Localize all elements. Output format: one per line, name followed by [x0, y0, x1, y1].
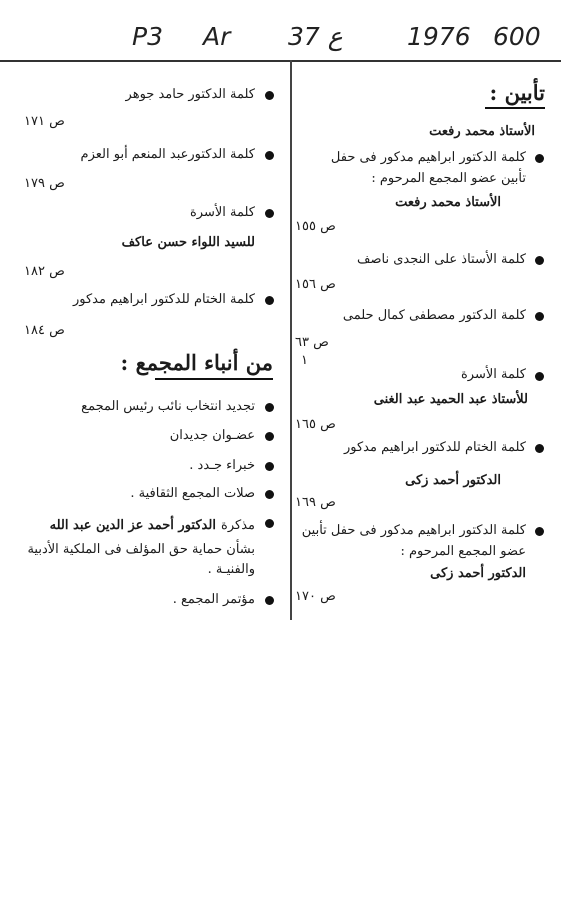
bullet-icon — [265, 209, 274, 218]
bullet-icon — [265, 490, 274, 499]
entry-page-ref: ص ١٧١ — [24, 114, 65, 129]
entry-name: الأستاذ محمد رفعت — [395, 195, 501, 210]
bullet-icon — [265, 519, 274, 528]
bullet-icon — [265, 462, 274, 471]
entry-text: كلمة الأسرة — [460, 367, 526, 382]
bullet-icon — [535, 527, 544, 536]
entry-text: كلمة الدكتور ابراهيم مدكور فى حفل — [330, 150, 526, 165]
memo-text: بشأن حماية حق المؤلف فى الملكية الأدبية — [27, 542, 255, 557]
bullet-icon — [535, 372, 544, 381]
bullet-icon — [265, 151, 274, 160]
entry-page-ref: ص ١٧٠ — [295, 589, 336, 604]
section-heading-news: من أنباء المجمع : — [120, 350, 273, 375]
header-rule — [0, 60, 561, 62]
page-number: 600 — [493, 22, 541, 51]
entry-text: كلمة الأسرة — [189, 205, 255, 220]
memo-prefix: مذكرة — [221, 518, 255, 533]
bullet-icon — [265, 432, 274, 441]
entry-page-ref: ص ١٨٤ — [24, 323, 65, 338]
eulogy-subject-name: الأستاذ محمد رفعت — [429, 124, 535, 139]
entry-page-ref: ص ١٥٦ — [295, 277, 336, 292]
issue-number: 37 ع — [288, 22, 343, 51]
entry-text: كلمة الدكتورعبد المنعم أبو العزم — [80, 147, 255, 162]
year: 1976 — [407, 22, 471, 51]
memo-line — [50, 516, 255, 532]
entry-page-ref: ص ١٥٥ — [295, 219, 336, 234]
entry-text: كلمة الختام للدكتور ابراهيم مدكور — [72, 292, 255, 307]
bullet-icon — [535, 256, 544, 265]
entry-page-ref: ص ١٧٩ — [24, 176, 65, 191]
heading-underline — [155, 378, 273, 380]
bullet-icon — [265, 91, 274, 100]
entry-page-ref: ١ — [301, 353, 308, 368]
bullet-icon — [535, 312, 544, 321]
entry-text: تأبين عضو المجمع المرحوم : — [371, 171, 526, 186]
news-item: تجديد انتخاب نائب رئيس المجمع — [81, 399, 255, 414]
bullet-icon — [535, 154, 544, 163]
news-item: عضـوان جديدان — [169, 428, 255, 443]
bullet-icon — [265, 403, 274, 412]
entry-page-ref: ص ٦٣ — [295, 335, 329, 350]
entry-page-ref: ص ١٦٩ — [295, 495, 336, 510]
entry-name: للأستاذ عبد الحميد عبد الغنى — [373, 392, 528, 407]
entry-text: كلمة الختام للدكتور ابراهيم مدكور — [343, 440, 526, 455]
column-rule — [290, 60, 292, 620]
entry-text: كلمة الأستاذ على النجدى ناصف — [357, 252, 526, 267]
entry-text: كلمة الدكتور ابراهيم مدكور فى حفل تأبين — [301, 523, 526, 538]
memo-text: والفنيـة . — [207, 562, 255, 577]
entry-name: للسيد اللواء حسن عاكف — [121, 235, 255, 250]
entry-name: الدكتور أحمد زكى — [430, 566, 526, 581]
heading-underline — [485, 107, 545, 109]
entry-name: الدكتور أحمد زكى — [405, 473, 501, 488]
entry-text: كلمة الدكتور مصطفى كمال حلمى — [342, 308, 526, 323]
memo-author: الدكتور أحمد عز الدين عبد الله — [49, 518, 216, 533]
entry-text: كلمة الدكتور حامد جوهر — [125, 87, 255, 102]
bullet-icon — [265, 596, 274, 605]
bullet-icon — [535, 444, 544, 453]
entry-page-ref: ص ١٨٢ — [24, 264, 65, 279]
news-item: صلات المجمع الثقافية . — [130, 486, 255, 501]
news-item: خبراء جـدد . — [189, 458, 255, 473]
archive-code: P3 — [132, 22, 163, 51]
entry-text: عضو المجمع المرحوم : — [400, 544, 526, 559]
news-item: مؤتمر المجمع . — [172, 592, 255, 607]
language-code: Ar — [203, 22, 231, 51]
section-heading-eulogy: تأبين : — [489, 80, 545, 105]
entry-page-ref: ص ١٦٥ — [295, 417, 336, 432]
bullet-icon — [265, 296, 274, 305]
